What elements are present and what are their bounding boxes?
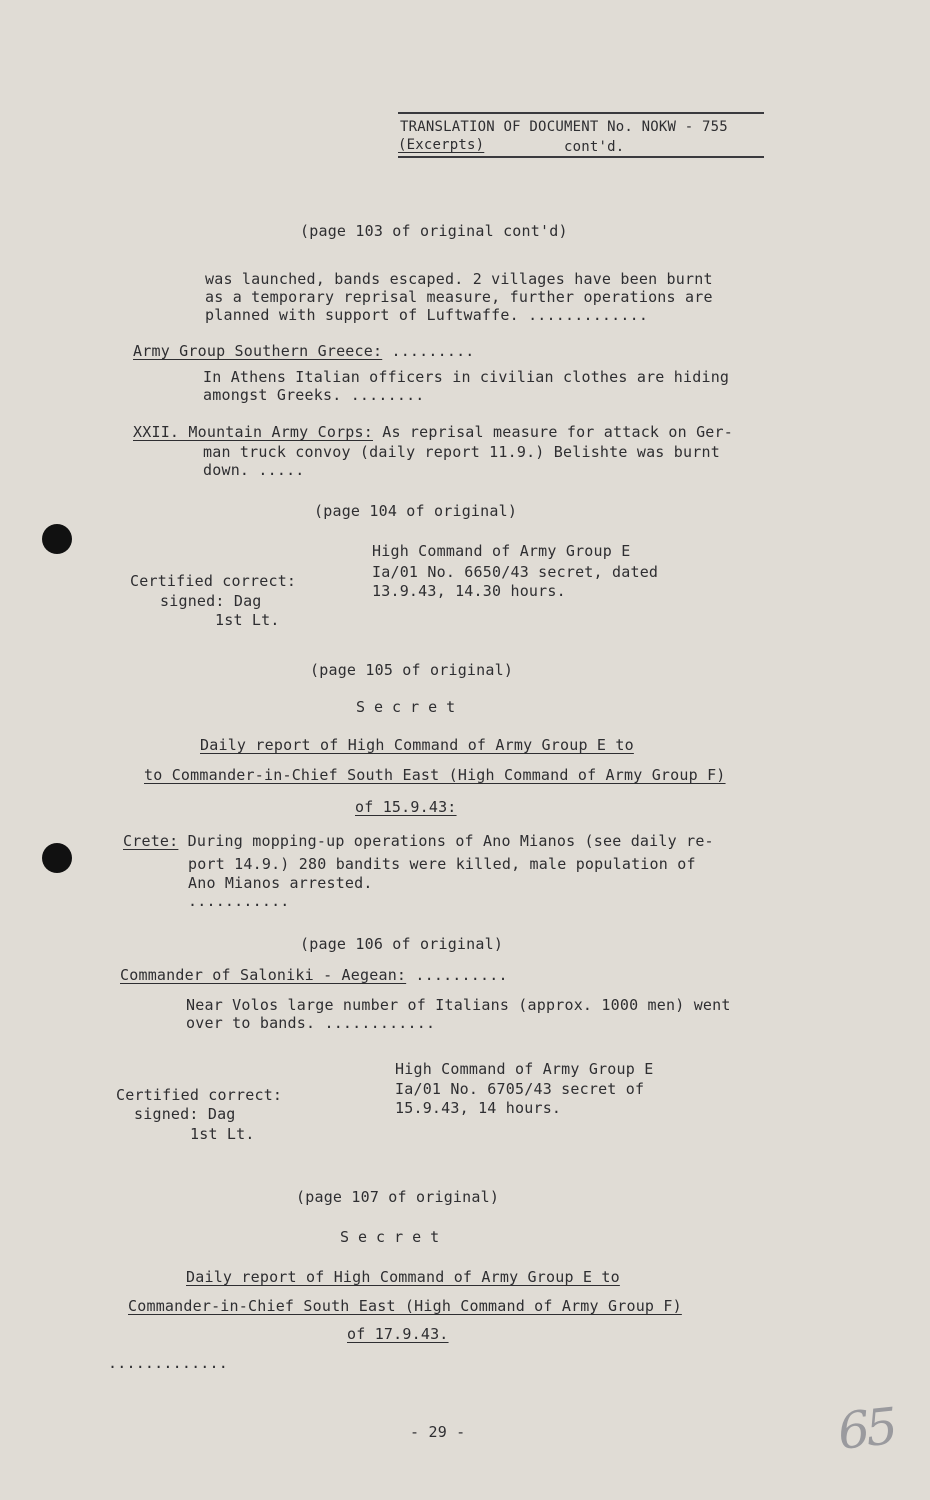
- army-group-heading-line: [133, 342, 475, 360]
- corps-text-first: As reprisal measure for attack on Ger-: [373, 423, 733, 441]
- saloniki-heading: Commander of Saloniki - Aegean:: [120, 966, 407, 984]
- page-ref-104: (page 104 of original): [314, 502, 518, 520]
- page-ref-105: (page 105 of original): [310, 661, 514, 679]
- crete-dots: ...........: [188, 892, 290, 910]
- secret-label: Secret: [356, 698, 465, 716]
- header-contd: cont'd.: [564, 139, 625, 155]
- saloniki-text: Near Volos large number of Italians (approx. 1000 men) went: [186, 996, 731, 1014]
- certified-line: Certified correct:: [130, 572, 297, 590]
- rank-line: 1st Lt.: [215, 611, 280, 629]
- corps-text: down. .....: [203, 461, 305, 479]
- report-title-date: of 15.9.43:: [355, 798, 457, 816]
- hq-line: High Command of Army Group E: [372, 542, 631, 560]
- header-rule-top: [398, 112, 764, 114]
- corps-line: [133, 423, 733, 441]
- report-title-line: to Commander-in-Chief South East (High Command of Army Group F): [144, 766, 726, 784]
- crete-line: [123, 832, 714, 850]
- report-title-line: Daily report of High Command of Army Group E to: [200, 736, 634, 754]
- punch-hole-top: [42, 524, 72, 554]
- paragraph-line: was launched, bands escaped. 2 villages have been burnt: [205, 270, 713, 288]
- punch-hole-bottom: [42, 843, 72, 873]
- header-excerpts: (Excerpts): [398, 137, 485, 153]
- report-title-date: of 17.9.43.: [347, 1325, 449, 1343]
- report-title-line: Commander-in-Chief South East (High Command of Army Group F): [128, 1297, 682, 1315]
- corps-heading: XXII. Mountain Army Corps:: [133, 423, 373, 441]
- paragraph-line: planned with support of Luftwaffe. .............: [205, 306, 649, 324]
- report-title-line: Daily report of High Command of Army Group E to: [186, 1268, 620, 1286]
- hq-line: 15.9.43, 14 hours.: [395, 1099, 562, 1117]
- signed-line: signed: Dag: [160, 592, 262, 610]
- page-ref-103: (page 103 of original cont'd): [300, 222, 568, 240]
- army-group-heading: Army Group Southern Greece:: [133, 342, 383, 360]
- page-ref-106: (page 106 of original): [300, 935, 504, 953]
- crete-text: Ano Mianos arrested.: [188, 874, 373, 892]
- saloniki-dots: ..........: [406, 966, 508, 984]
- secret-label: Secret: [340, 1228, 449, 1246]
- crete-text-first: During mopping-up operations of Ano Mianos (see daily re-: [178, 832, 714, 850]
- saloniki-line: [120, 966, 508, 984]
- army-group-dots: .........: [382, 342, 475, 360]
- handwritten-page-number: 65: [835, 1397, 897, 1461]
- hq-line: High Command of Army Group E: [395, 1060, 654, 1078]
- crete-text: port 14.9.) 280 bandits were killed, male population of: [188, 855, 696, 873]
- header-title: TRANSLATION OF DOCUMENT No. NOKW - 755: [400, 119, 728, 135]
- signed-line: signed: Dag: [134, 1105, 236, 1123]
- paragraph-line: as a temporary reprisal measure, further operations are: [205, 288, 713, 306]
- hq-line: 13.9.43, 14.30 hours.: [372, 582, 566, 600]
- army-group-text: amongst Greeks. ........: [203, 386, 425, 404]
- page-number: - 29 -: [410, 1423, 466, 1441]
- page-ref-107: (page 107 of original): [296, 1188, 500, 1206]
- hq-line: Ia/01 No. 6650/43 secret, dated: [372, 563, 659, 581]
- header-rule-bottom: [398, 156, 764, 158]
- saloniki-text: over to bands. ............: [186, 1014, 436, 1032]
- certified-line: Certified correct:: [116, 1086, 283, 1104]
- corps-text: man truck convoy (daily report 11.9.) Belishte was burnt: [203, 443, 720, 461]
- rank-line: 1st Lt.: [190, 1125, 255, 1143]
- closing-dots: .............: [108, 1354, 228, 1372]
- crete-label: Crete:: [123, 832, 179, 850]
- hq-line: Ia/01 No. 6705/43 secret of: [395, 1080, 645, 1098]
- army-group-text: In Athens Italian officers in civilian clothes are hiding: [203, 368, 730, 386]
